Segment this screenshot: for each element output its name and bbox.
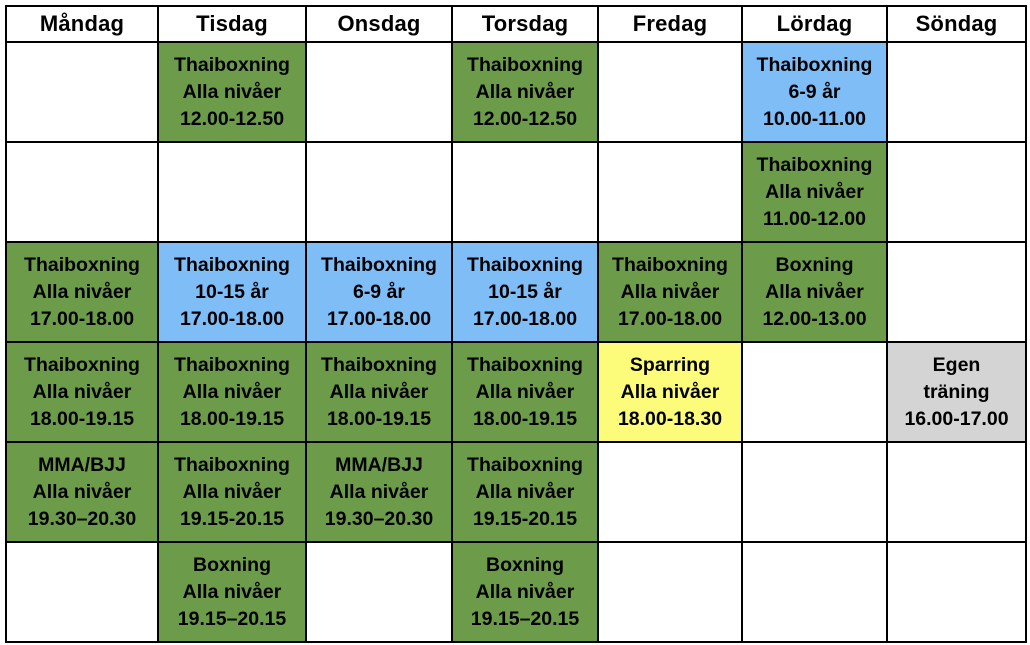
class-name: Thaiboxning: [467, 253, 583, 276]
class-time: 17.00-18.00: [29, 307, 135, 330]
class-time: 18.00-19.15: [29, 407, 135, 430]
class-level: Alla nivåer: [32, 480, 132, 503]
class-name: Thaiboxning: [24, 253, 140, 276]
empty-cell: [887, 142, 1026, 242]
class-cell-monday: [6, 342, 158, 442]
class-cell-wednesday: [306, 442, 452, 542]
class-name: Egen: [932, 353, 981, 376]
class-time: 18.00-19.15: [179, 407, 285, 430]
day-header-saturday: Lördag: [742, 6, 887, 42]
empty-cell: [598, 142, 742, 242]
day-header-wednesday: Onsdag: [306, 6, 452, 42]
schedule-row: [6, 42, 1026, 142]
schedule-row: [6, 342, 1026, 442]
class-time: 12.00-12.50: [472, 107, 578, 130]
class-time: 17.00-18.00: [326, 307, 432, 330]
class-level: 6-9 år: [352, 280, 406, 303]
class-name: Thaiboxning: [467, 53, 583, 76]
class-name: Thaiboxning: [321, 353, 437, 376]
day-header-row: [6, 6, 1026, 42]
class-time: 18.00-19.15: [472, 407, 578, 430]
class-level: Alla nivåer: [182, 480, 282, 503]
schedule-row: [6, 542, 1026, 642]
empty-cell: [887, 442, 1026, 542]
empty-cell: [598, 442, 742, 542]
class-name: Boxning: [486, 553, 564, 576]
schedule-body: [6, 42, 1026, 642]
day-header-sunday: Söndag: [887, 6, 1026, 42]
empty-cell: [598, 42, 742, 142]
weekly-schedule-table: [5, 5, 1027, 643]
class-time: 10.00-11.00: [762, 107, 866, 130]
class-cell-wednesday: [306, 342, 452, 442]
class-level: Alla nivåer: [32, 280, 132, 303]
class-time: 17.00-18.00: [617, 307, 723, 330]
class-level: Alla nivåer: [475, 480, 575, 503]
class-level: Alla nivåer: [765, 280, 864, 303]
day-header-monday: Måndag: [6, 6, 158, 42]
class-name: Thaiboxning: [756, 53, 873, 76]
class-level: Alla nivåer: [475, 580, 575, 603]
day-header-friday: Fredag: [598, 6, 742, 42]
class-cell-thursday: [452, 342, 598, 442]
class-time: 18.00-18.30: [617, 407, 723, 430]
class-cell-saturday: [742, 242, 887, 342]
class-time: 19.30–20.30: [27, 507, 137, 530]
empty-cell: [6, 542, 158, 642]
class-cell-thursday: [452, 542, 598, 642]
day-header-tuesday: Tisdag: [158, 6, 306, 42]
class-name: Thaiboxning: [174, 53, 290, 76]
class-level: Alla nivåer: [765, 180, 864, 203]
class-cell-tuesday: [158, 242, 306, 342]
class-level: Alla nivåer: [182, 380, 282, 403]
class-name: Sparring: [629, 353, 711, 376]
class-name: Thaiboxning: [174, 253, 290, 276]
empty-cell: [6, 142, 158, 242]
class-time: 19.30–20.30: [324, 507, 434, 530]
class-time: 18.00-19.15: [326, 407, 432, 430]
class-name: Thaiboxning: [174, 353, 290, 376]
class-name: Thaiboxning: [24, 353, 140, 376]
class-level: Alla nivåer: [620, 380, 720, 403]
class-time: 12.00-13.00: [762, 307, 867, 330]
empty-cell: [306, 142, 452, 242]
class-time: 17.00-18.00: [179, 307, 285, 330]
class-cell-sunday: [887, 342, 1026, 442]
empty-cell: [306, 42, 452, 142]
class-name: MMA/BJJ: [335, 453, 423, 476]
class-cell-friday: [598, 342, 742, 442]
class-cell-monday: [6, 442, 158, 542]
class-time: 19.15–20.15: [177, 607, 287, 630]
class-cell-thursday: [452, 442, 598, 542]
empty-cell: [742, 442, 887, 542]
class-time: 12.00-12.50: [179, 107, 285, 130]
class-time: 19.15-20.15: [472, 507, 578, 530]
class-level: Alla nivåer: [182, 80, 282, 103]
class-cell-tuesday: [158, 342, 306, 442]
class-cell-wednesday: [306, 242, 452, 342]
class-level: 10-15 år: [195, 280, 269, 303]
class-name: Boxning: [193, 553, 271, 576]
class-cell-thursday: [452, 242, 598, 342]
class-cell-saturday: [742, 142, 887, 242]
class-level: Alla nivåer: [182, 580, 282, 603]
class-time: 19.15–20.15: [470, 607, 580, 630]
class-time: 11.00-12.00: [762, 207, 866, 230]
class-name: Thaiboxning: [321, 253, 437, 276]
class-name: Thaiboxning: [467, 453, 583, 476]
day-header-thursday: Torsdag: [452, 6, 598, 42]
empty-cell: [6, 42, 158, 142]
class-level: Alla nivåer: [620, 280, 720, 303]
class-cell-tuesday: [158, 442, 306, 542]
schedule-row: [6, 242, 1026, 342]
class-cell-saturday: [742, 42, 887, 142]
class-level: Alla nivåer: [32, 380, 132, 403]
empty-cell: [742, 342, 887, 442]
class-cell-friday: [598, 242, 742, 342]
class-level: Alla nivåer: [329, 380, 429, 403]
empty-cell: [306, 542, 452, 642]
class-cell-thursday: [452, 42, 598, 142]
empty-cell: [158, 142, 306, 242]
empty-cell: [887, 242, 1026, 342]
empty-cell: [887, 542, 1026, 642]
class-cell-tuesday: [158, 542, 306, 642]
class-name: Thaiboxning: [612, 253, 728, 276]
class-time: 19.15-20.15: [179, 507, 285, 530]
class-level: Alla nivåer: [329, 480, 429, 503]
class-level: 10-15 år: [488, 280, 562, 303]
empty-cell: [887, 42, 1026, 142]
class-name: Thaiboxning: [467, 353, 583, 376]
class-cell-monday: [6, 242, 158, 342]
schedule-row: [6, 442, 1026, 542]
class-time: 17.00-18.00: [472, 307, 578, 330]
empty-cell: [452, 142, 598, 242]
class-name: Thaiboxning: [174, 453, 290, 476]
class-level: Alla nivåer: [475, 380, 575, 403]
class-level: 6-9 år: [788, 80, 841, 103]
empty-cell: [598, 542, 742, 642]
class-cell-tuesday: [158, 42, 306, 142]
class-name: MMA/BJJ: [38, 453, 126, 476]
class-time: 16.00-17.00: [904, 407, 1009, 430]
class-level: Alla nivåer: [475, 80, 575, 103]
class-level: träning: [923, 380, 990, 403]
schedule-row: [6, 142, 1026, 242]
class-name: Boxning: [775, 253, 854, 276]
empty-cell: [742, 542, 887, 642]
class-name: Thaiboxning: [756, 153, 873, 176]
